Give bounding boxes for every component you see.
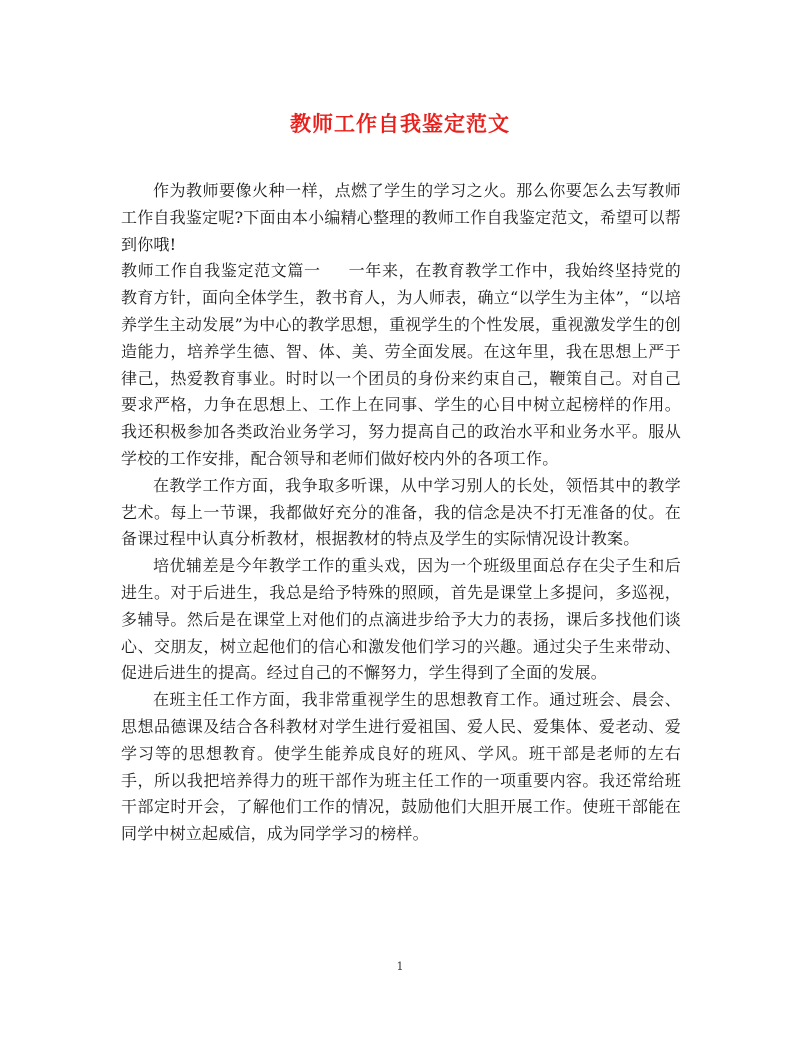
document-body [121,178,681,848]
page-number: 1 [396,960,404,973]
paragraph-teaching: 在教学工作方面，我争取多听课，从中学习别人的长处，领悟其中的教学艺术。每上一节课，我都做好充分的准备，我的信念是决不打无准备的仗。在备课过程中认真分析教材，根据教材的特点及学生的实际情况设计教案。 [121,475,681,549]
section-heading: 教师工作自我鉴定范文篇一 [121,261,321,281]
paragraph-tutoring: 培优辅差是今年教学工作的重头戏，因为一个班级里面总存在尖子生和后进生。对于后进生，我总是给予特殊的照顾，首先是课堂上多提问，多巡视，多辅导。然后是在课堂上对他们的点滴进步给予大力的表扬，课后多找他们谈心、交朋友，树立起他们的信心和激发他们学习的兴趣。通过尖子生来带动、促进后进生的提高。经过自己的不懈努力，学生得到了全面的发展。 [121,556,681,683]
document-title: 教师工作自我鉴定范文 [290,111,510,136]
paragraph-class-teacher: 在班主任工作方面，我非常重视学生的思想教育工作。通过班会、晨会、思想品德课及结合各科教材对学生进行爱祖国、爱人民、爱集体、爱老动、爱学习等的思想教育。使学生能养成良好的班风、学风。班干部是老师的左右手，所以我把培养得力的班干部作为班主任工作的一项重要内容。我还常给班干部定时开会，了解他们工作的情况，鼓励他们大胆开展工作。使班干部能在同学中树立起威信，成为同学学习的榜样。 [121,690,681,844]
section-paragraph-1 [121,258,681,472]
paragraph-text: 一年来，在教育教学工作中，我始终坚持党的教育方针，面向全体学生，教书育人，为人师表，确立“以学生为主体”，“以培养学生主动发展”为中心的教学思想，重视学生的个性发展，重视激发学生的创造能力，培养学生德、智、体、美、劳全面发展。在这年里，我在思想上严于律己，热爱教育事业。时时以一个团员的身份来约束自己，鞭策自己。对自己要求严格，力争在思想上、工作上在同事、学生的心目中树立起榜样的作用。我还积极参加各类政治业务学习，努力提高自己的政治水平和业务水平。服从学校的工作安排，配合领导和老师们做好校内外的各项工作。 [121,261,681,468]
intro-paragraph: 作为教师要像火种一样，点燃了学生的学习之火。那么你要怎么去写教师工作自我鉴定呢?下面由本小编精心整理的教师工作自我鉴定范文，希望可以帮到你哦! [121,181,681,254]
